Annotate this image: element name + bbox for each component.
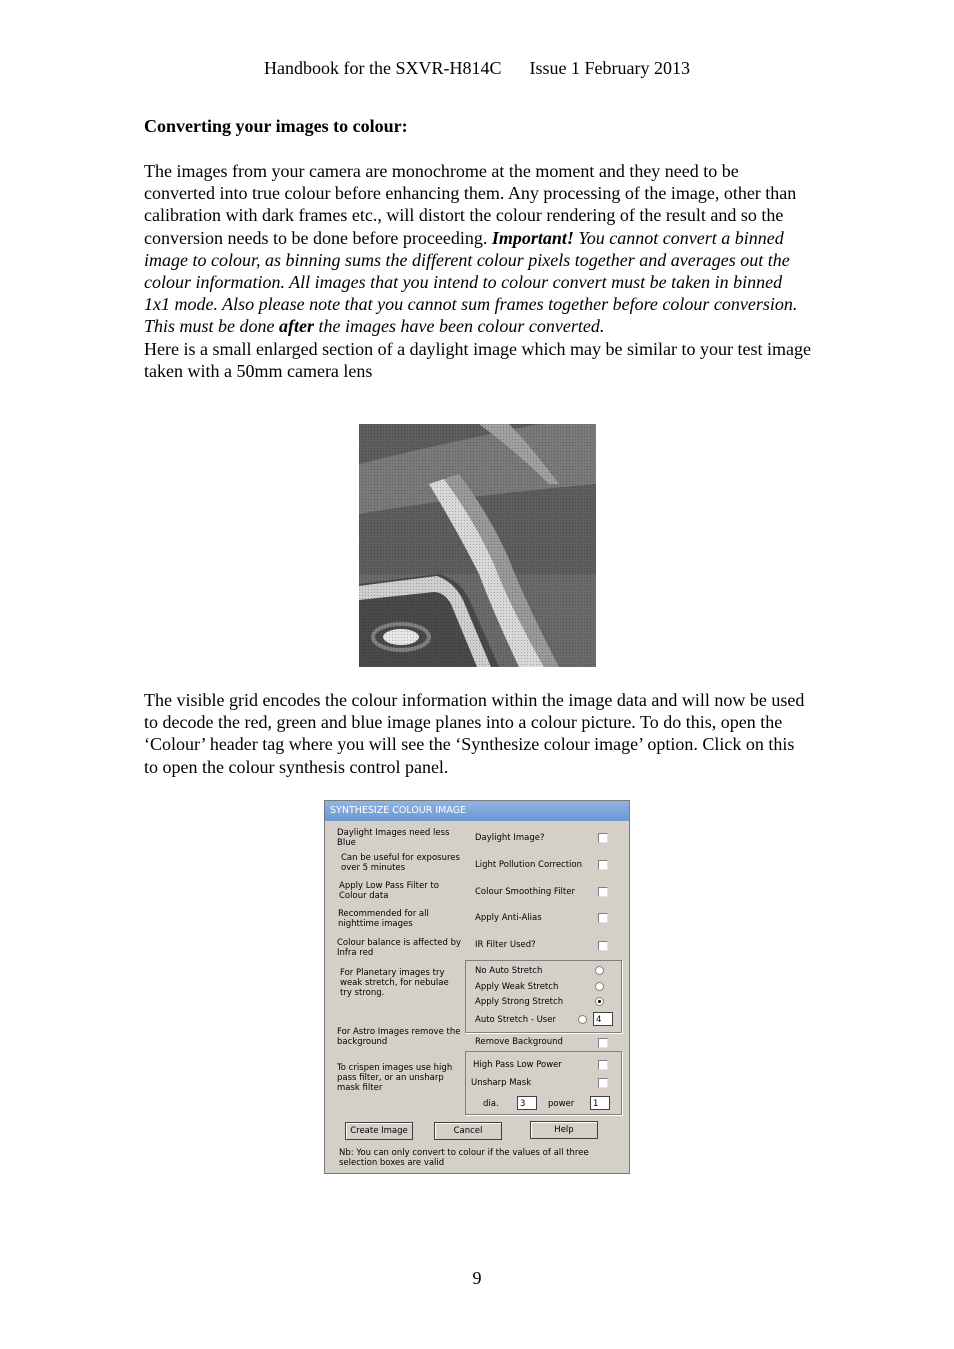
note-crispen: To crispen images use high pass filter, or an unsharp mask filter <box>337 1063 453 1093</box>
smoothing-label: Colour Smoothing Filter <box>475 887 575 897</box>
page-header <box>0 58 954 79</box>
ir-filter-checkbox[interactable] <box>598 941 608 951</box>
grid-paragraph: The visible grid encodes the colour information within the image data and will now be used to decode the red, green and blue image planes into a colour picture. To do this, open the ‘Colour’ header tag where you will see the ‘Synthesize colour image’ option. Click on this to open the colour synthesis control panel. <box>144 690 805 777</box>
note-infrared: Colour balance is affected by Infra red <box>337 938 461 958</box>
no-stretch-radio[interactable] <box>595 966 604 975</box>
power-input[interactable]: 1 <box>590 1096 610 1110</box>
after-emphasis: after <box>279 316 314 337</box>
header-title: Handbook for the SXVR-H814C <box>264 58 502 78</box>
user-stretch-input[interactable]: 4 <box>593 1012 613 1026</box>
binning-warning: You cannot convert a binned image to colour, as binning sums the different colour pixels together and averages out the colour information. All images that you intend to colour convert must be taken in binned 1x1 mode. Also please note that you cannot sum frames together before colour conversion. This must be done <box>144 227 798 337</box>
note-astro: For Astro Images remove the background <box>337 1027 461 1047</box>
ir-filter-label: IR Filter Used? <box>475 940 536 950</box>
create-image-button[interactable]: Create Image <box>345 1122 413 1140</box>
daylight-checkbox[interactable] <box>598 833 608 843</box>
sample-image-intro: Here is a small enlarged section of a daylight image which may be similar to your test image taken with a 50mm camera lens <box>144 338 811 381</box>
high-pass-checkbox[interactable] <box>598 1060 608 1070</box>
important-label: Important! <box>491 227 574 248</box>
light-pollution-label: Light Pollution Correction <box>475 860 583 870</box>
no-stretch-label: No Auto Stretch <box>475 966 543 976</box>
dia-input[interactable]: 3 <box>517 1096 537 1110</box>
page-number: 9 <box>472 1268 482 1288</box>
strong-stretch-label: Apply Strong Stretch <box>475 997 564 1007</box>
remove-background-checkbox[interactable] <box>598 1038 608 1048</box>
high-pass-label: High Pass Low Power <box>473 1060 562 1070</box>
note-daylight: Daylight Images need less Blue <box>337 828 450 848</box>
unsharp-mask-checkbox[interactable] <box>598 1078 608 1088</box>
intro-text: The images from your camera are monochrome at the moment and they need to be converted into true colour before enhancing them. Any processing of the image, other than calibration with dark frames etc., will distort the colour rendering of the result and so the conversion needs to be done before proceeding. <box>144 161 797 248</box>
header-issue: Issue 1 February 2013 <box>529 58 690 78</box>
weak-stretch-label: Apply Weak Stretch <box>475 982 559 992</box>
user-stretch-radio[interactable] <box>578 1015 587 1024</box>
strong-stretch-radio[interactable] <box>595 997 604 1006</box>
unsharp-mask-label: Unsharp Mask <box>471 1078 532 1088</box>
intro-paragraph <box>144 160 812 382</box>
smoothing-checkbox[interactable] <box>598 887 608 897</box>
user-stretch-label: Auto Stretch - User <box>475 1015 556 1025</box>
synthesize-colour-dialog <box>324 800 630 1174</box>
anti-alias-label: Apply Anti-Alias <box>475 913 542 923</box>
weak-stretch-radio[interactable] <box>595 982 604 991</box>
note-low-pass: Apply Low Pass Filter to Colour data <box>339 881 439 901</box>
dialog-title: SYNTHESIZE COLOUR IMAGE <box>325 801 629 821</box>
note-light-pollution: Can be useful for exposures over 5 minutes <box>341 853 460 873</box>
light-pollution-checkbox[interactable] <box>598 860 608 870</box>
remove-background-label: Remove Background <box>475 1037 563 1047</box>
daylight-label: Daylight Image? <box>475 833 545 843</box>
dia-label: dia. <box>483 1099 499 1109</box>
anti-alias-checkbox[interactable] <box>598 913 608 923</box>
note-nighttime: Recommended for all nighttime images <box>338 909 429 929</box>
note-planetary: For Planetary images try weak stretch, for nebulae try strong. <box>340 968 449 998</box>
daylight-sample-image <box>359 424 596 667</box>
cancel-button[interactable]: Cancel <box>434 1122 502 1140</box>
section-heading: Converting your images to colour: <box>144 116 408 136</box>
help-button[interactable]: Help <box>530 1121 598 1139</box>
dialog-footnote: Nb: You can only convert to colour if the values of all three selection boxes are valid <box>339 1148 589 1168</box>
binning-warning-end: the images have been colour converted. <box>318 316 605 337</box>
power-label: power <box>548 1099 575 1109</box>
